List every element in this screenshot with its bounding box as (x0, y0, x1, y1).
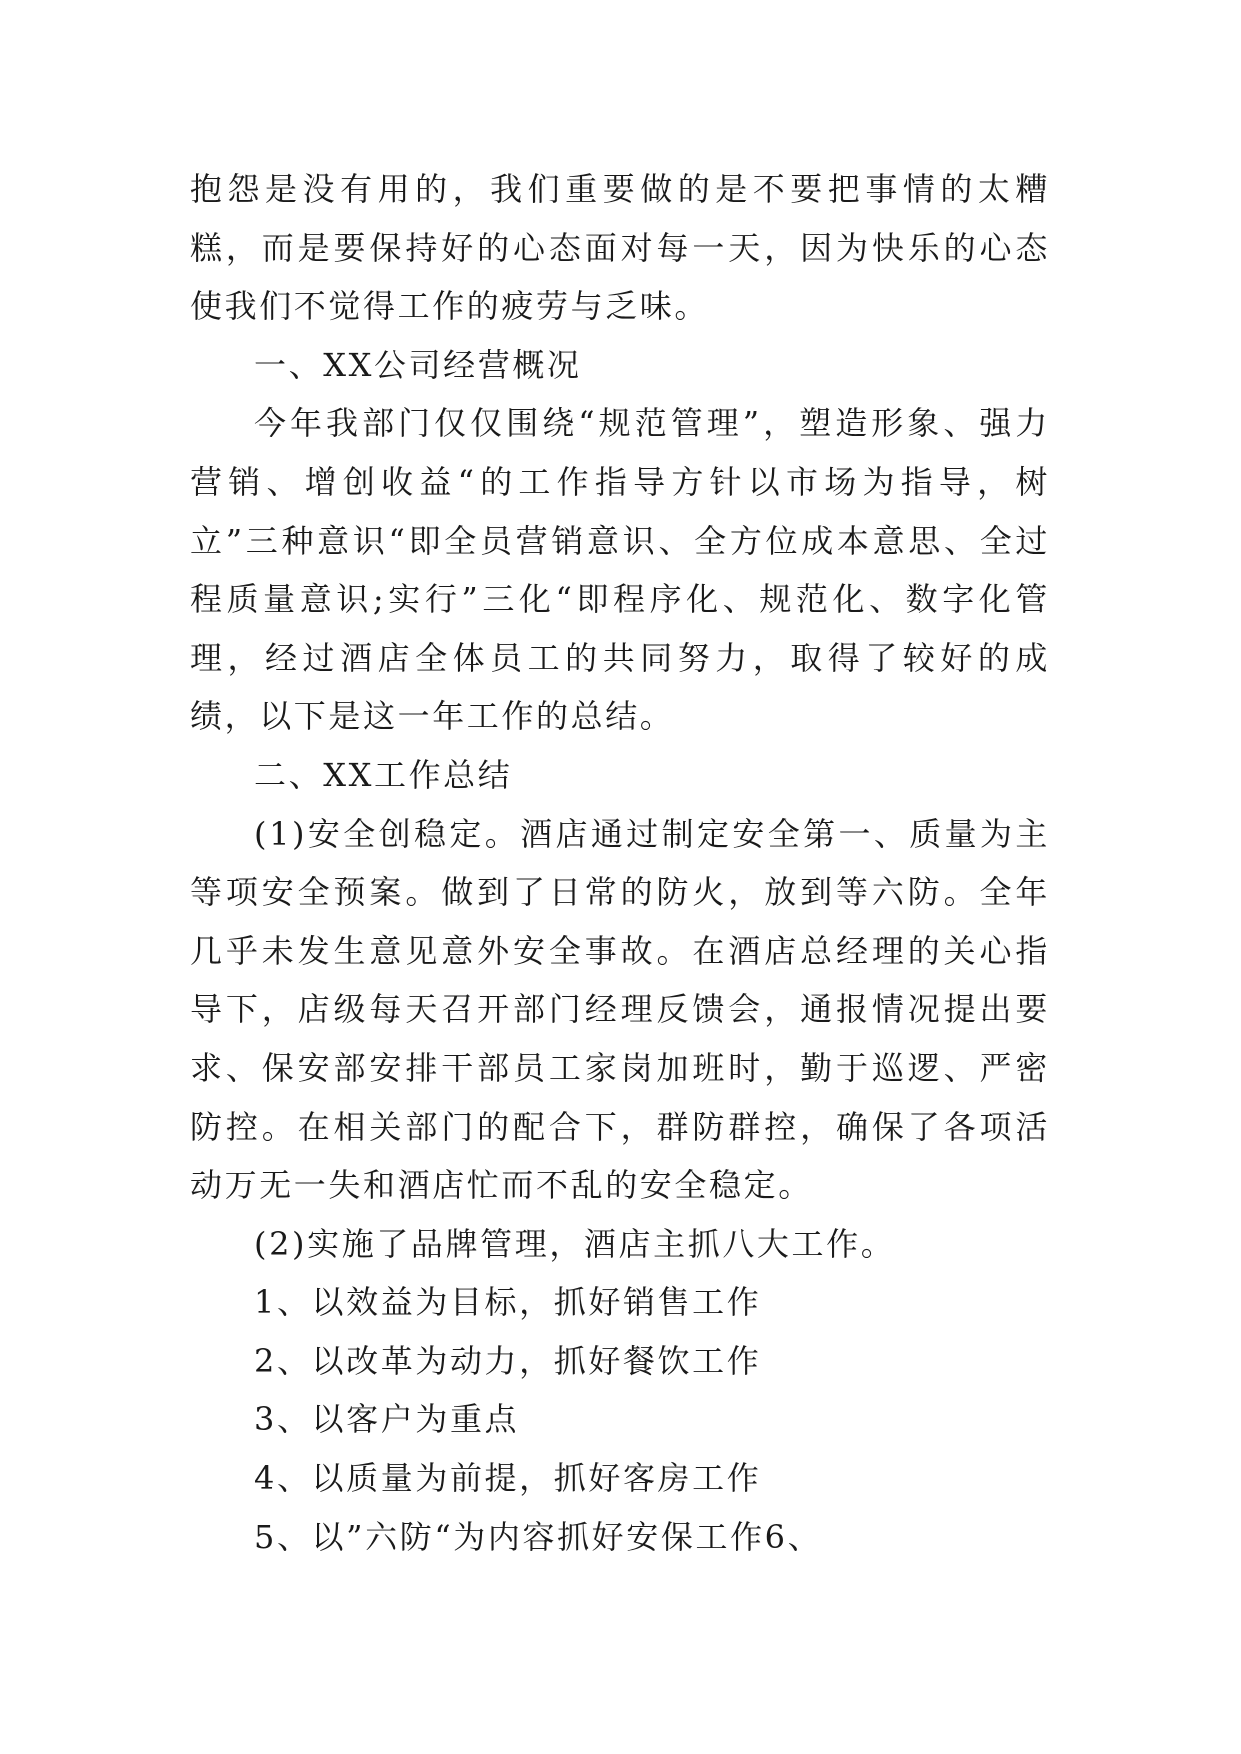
list-item-rooms: 4、以质量为前提，抓好客房工作 (254, 1459, 762, 1498)
paragraph-safety-stability: (1)安全创稳定。酒店通过制定安全第一、质量为主等项安全预案。做到了日常的防火，放到等六防。全年几乎未发生意见意外安全事故。在酒店总经理的关心指导下，店级每天召开部门经理反馈会，通报情况提出要求、保安部安排干部员工家岗加班时，勤于巡逻、严密防控。在相关部门的配合下，群防群控，确保了各项活动万无一失和酒店忙而不乱的安全稳定。 (190, 814, 1050, 1205)
document-body (190, 160, 1050, 1566)
paragraph-intro-continuation: 抱怨是没有用的，我们重要做的是不要把事情的太糟糕，而是要保持好的心态面对每一天，因为快乐的心态使我们不觉得工作的疲劳与乏味。 (190, 170, 1050, 326)
list-item-catering: 2、以改革为动力，抓好餐饮工作 (254, 1341, 762, 1380)
paragraph-brand-management: (2)实施了品牌管理，酒店主抓八大工作。 (254, 1224, 896, 1263)
list-item-security: 5、以”六防“为内容抓好安保工作6、 (254, 1517, 823, 1556)
section-heading-company-overview: 一、XX公司经营概况 (254, 345, 582, 384)
section-heading-work-summary: 二、XX工作总结 (254, 755, 513, 794)
list-item-sales: 1、以效益为目标，抓好销售工作 (254, 1283, 762, 1322)
list-item-customers: 3、以客户为重点 (254, 1400, 520, 1439)
paragraph-company-overview: 今年我部门仅仅围绕“规范管理”，塑造形象、强力营销、增创收益“的工作指导方针以市场为指导，树立”三种意识“即全员营销意识、全方位成本意思、全过程质量意识;实行”三化“即程序化、规范化、数字化管理，经过酒店全体员工的共同努力，取得了较好的成绩，以下是这一年工作的总结。 (190, 404, 1050, 736)
